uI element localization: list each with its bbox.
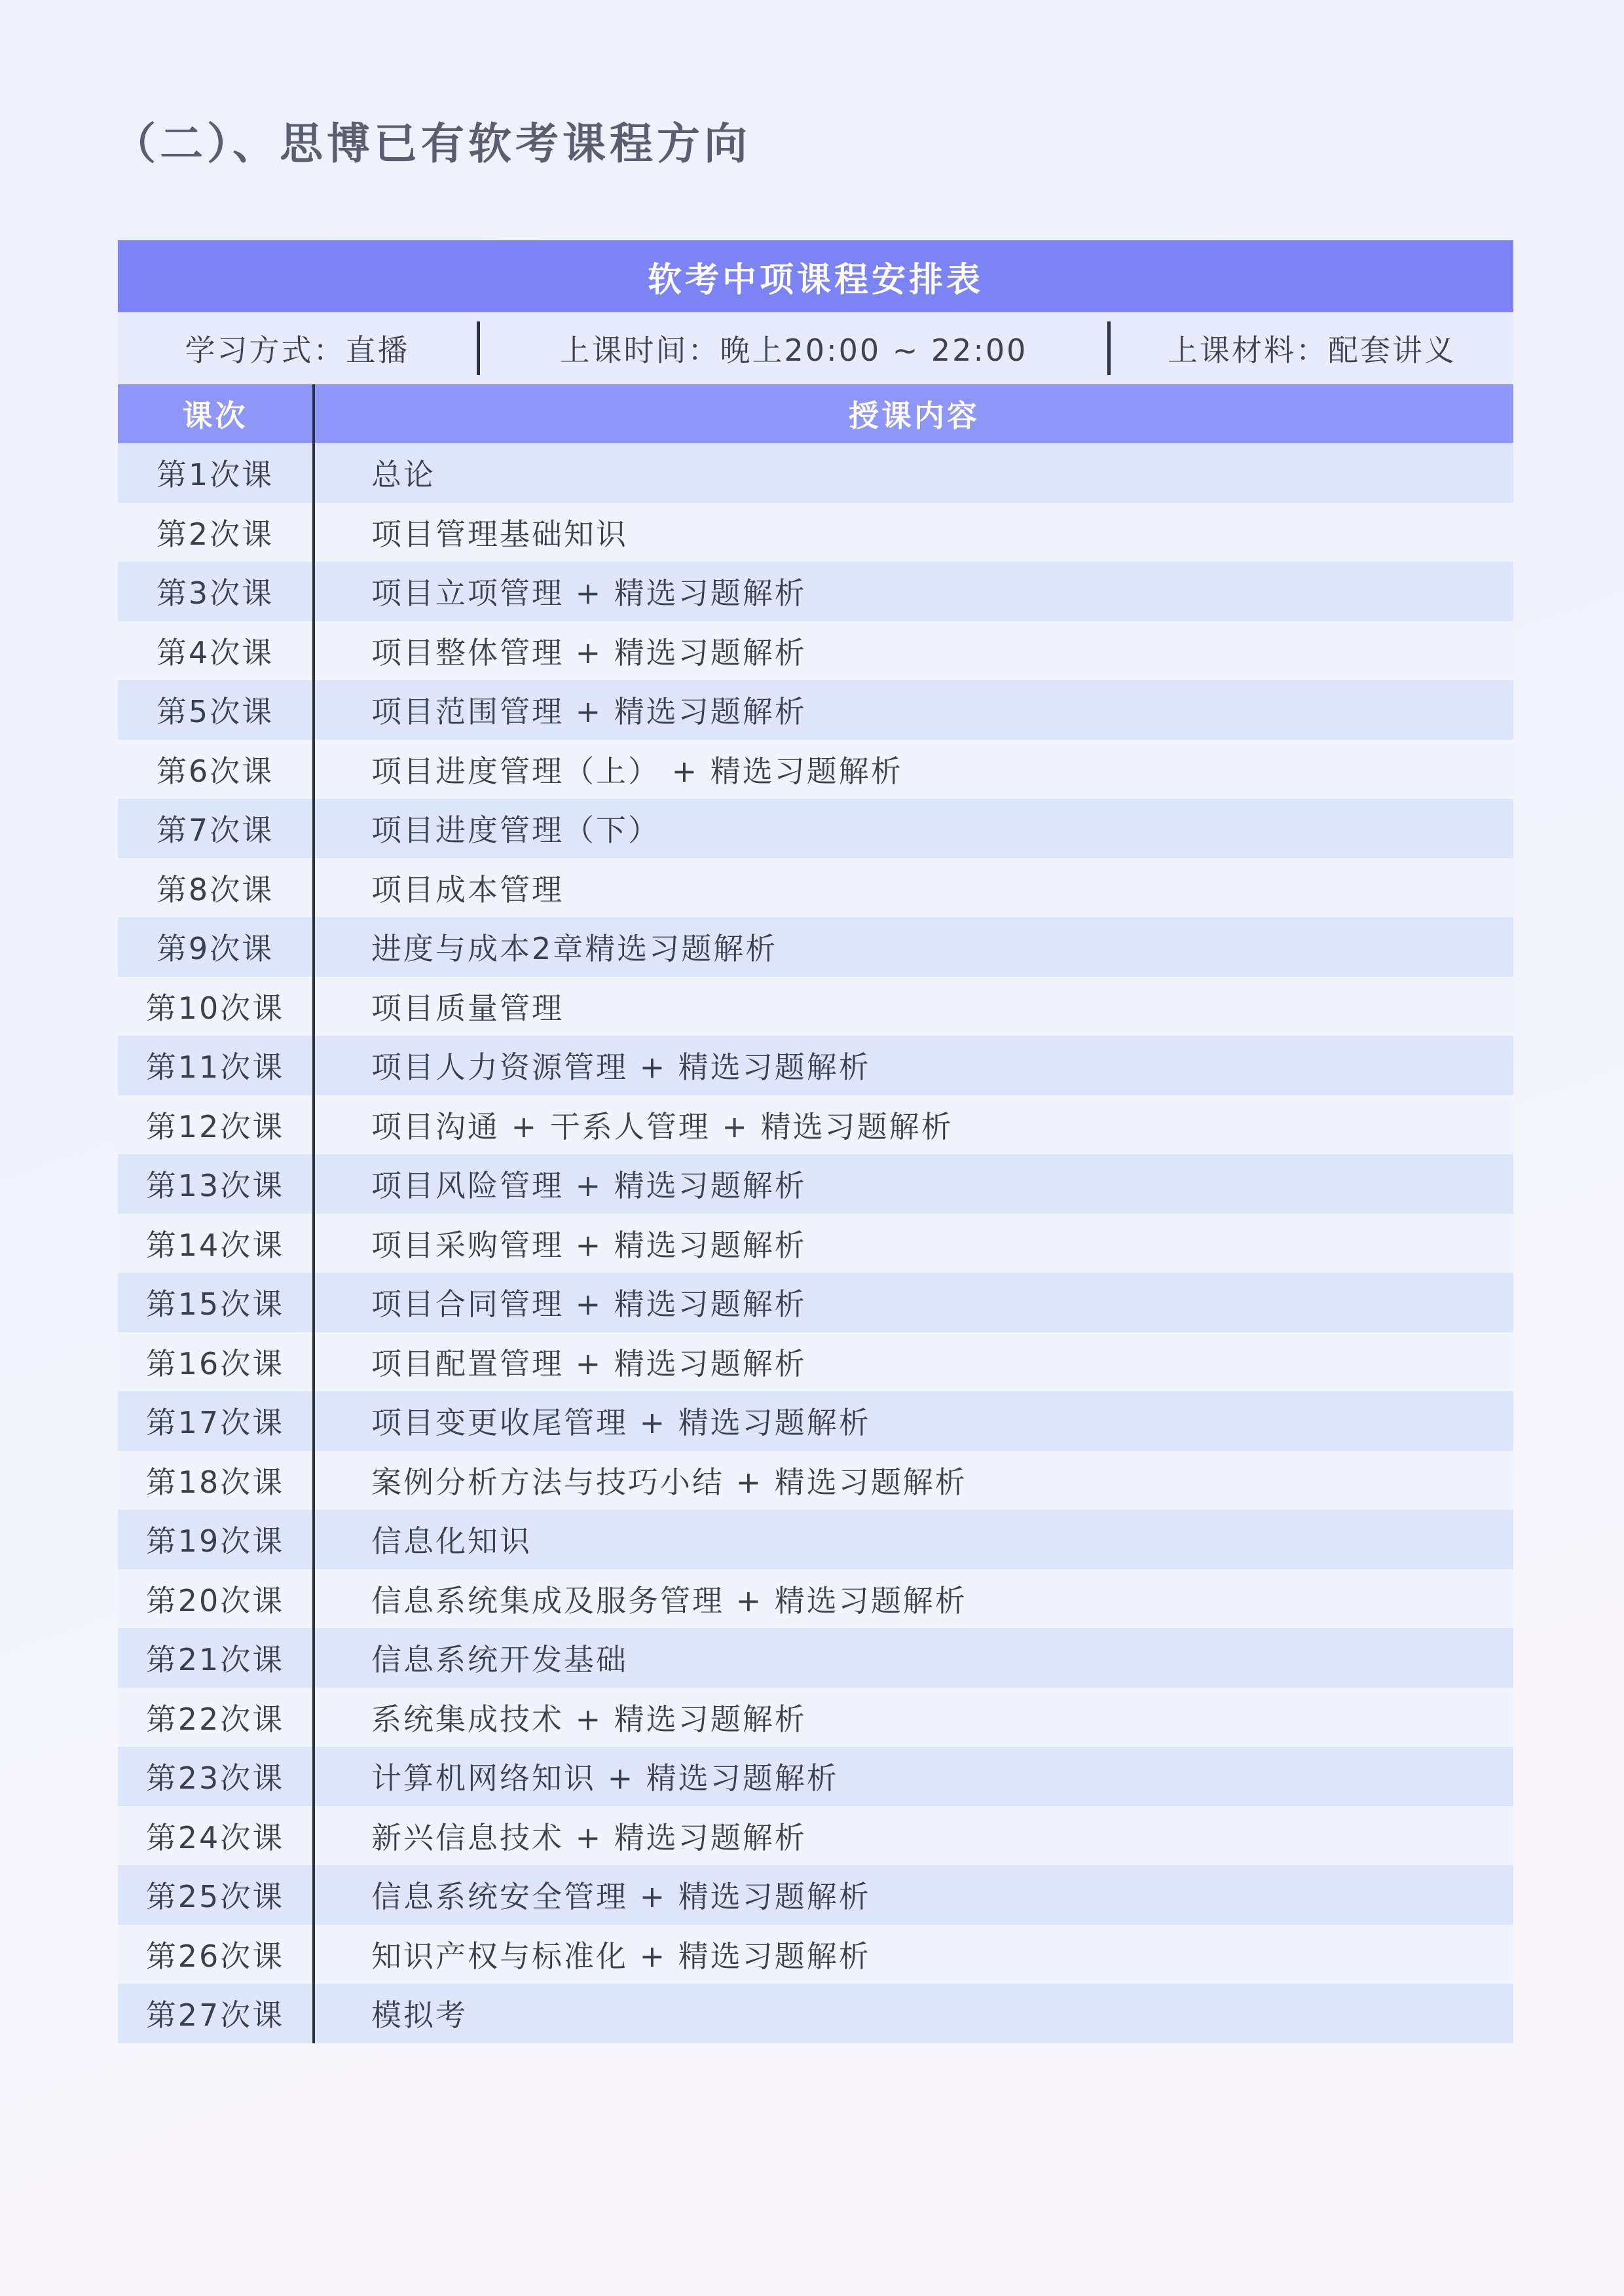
lesson-number: 第9次课 xyxy=(118,917,315,977)
lesson-content: 项目变更收尾管理 + 精选习题解析 xyxy=(371,1405,871,1441)
info-bar xyxy=(118,312,1513,384)
lesson-content: 信息化知识 xyxy=(371,1523,532,1559)
table-row xyxy=(118,1154,1513,1214)
lesson-content: 系统集成技术 + 精选习题解析 xyxy=(371,1701,807,1737)
table-row xyxy=(118,1569,1513,1629)
lesson-number: 第12次课 xyxy=(118,1095,315,1155)
lesson-number: 第23次课 xyxy=(118,1747,315,1806)
table-row xyxy=(118,1510,1513,1569)
course-schedule-table xyxy=(118,240,1513,2043)
lesson-number: 第20次课 xyxy=(118,1569,315,1629)
lesson-number: 第13次课 xyxy=(118,1154,315,1214)
table-row xyxy=(118,1273,1513,1332)
table-row xyxy=(118,858,1513,918)
table-row xyxy=(118,1391,1513,1451)
lesson-number: 第14次课 xyxy=(118,1214,315,1273)
lesson-content: 项目管理基础知识 xyxy=(371,516,628,552)
table-row xyxy=(118,1865,1513,1925)
table-row xyxy=(118,562,1513,621)
lesson-number: 第21次课 xyxy=(118,1628,315,1688)
lesson-content: 项目立项管理 + 精选习题解析 xyxy=(371,575,807,611)
lesson-content: 信息系统开发基础 xyxy=(371,1642,628,1678)
table-row xyxy=(118,1214,1513,1273)
lesson-content: 信息系统安全管理 + 精选习题解析 xyxy=(371,1879,871,1915)
lesson-content: 项目配置管理 + 精选习题解析 xyxy=(371,1345,807,1381)
table-row xyxy=(118,977,1513,1036)
lesson-content: 计算机网络知识 + 精选习题解析 xyxy=(371,1760,839,1796)
table-row xyxy=(118,443,1513,503)
lesson-content: 案例分析方法与技巧小结 + 精选习题解析 xyxy=(371,1464,967,1500)
column-header-number: 课次 xyxy=(118,384,315,443)
table-row xyxy=(118,1925,1513,1984)
table-row xyxy=(118,1688,1513,1747)
lesson-content: 信息系统集成及服务管理 + 精选习题解析 xyxy=(371,1582,967,1618)
lesson-content: 项目采购管理 + 精选习题解析 xyxy=(371,1227,807,1263)
table-row xyxy=(118,917,1513,977)
lesson-number: 第16次课 xyxy=(118,1332,315,1392)
lesson-number: 第17次课 xyxy=(118,1391,315,1451)
lesson-content: 总论 xyxy=(371,457,435,493)
lesson-number: 第10次课 xyxy=(118,977,315,1036)
table-row xyxy=(118,1036,1513,1095)
lesson-number: 第4次课 xyxy=(118,621,315,681)
lesson-content: 项目质量管理 xyxy=(371,990,564,1026)
column-header-row xyxy=(118,384,1513,443)
lesson-number: 第25次课 xyxy=(118,1865,315,1925)
lesson-number: 第22次课 xyxy=(118,1688,315,1747)
lesson-content: 知识产权与标准化 + 精选习题解析 xyxy=(371,1938,871,1974)
table-row xyxy=(118,799,1513,858)
lesson-number: 第18次课 xyxy=(118,1451,315,1510)
lesson-content: 项目人力资源管理 + 精选习题解析 xyxy=(371,1049,871,1085)
lesson-number: 第7次课 xyxy=(118,799,315,858)
table-row xyxy=(118,503,1513,562)
table-row xyxy=(118,740,1513,799)
table-row xyxy=(118,1451,1513,1510)
lesson-number: 第24次课 xyxy=(118,1806,315,1866)
lesson-number: 第8次课 xyxy=(118,858,315,918)
lesson-number: 第26次课 xyxy=(118,1925,315,1984)
table-row xyxy=(118,1984,1513,2043)
table-title: 软考中项课程安排表 xyxy=(118,240,1513,312)
class-material: 上课材料：配套讲义 xyxy=(1168,333,1456,368)
table-row xyxy=(118,1095,1513,1155)
table-row xyxy=(118,1332,1513,1392)
lesson-number: 第3次课 xyxy=(118,562,315,621)
lesson-number: 第15次课 xyxy=(118,1273,315,1332)
lesson-number: 第11次课 xyxy=(118,1036,315,1095)
table-row xyxy=(118,1806,1513,1866)
table-row xyxy=(118,1628,1513,1688)
lesson-number: 第6次课 xyxy=(118,740,315,799)
lesson-content: 项目进度管理（下） xyxy=(371,812,660,848)
study-method: 学习方式：直播 xyxy=(185,333,410,368)
lesson-content: 项目成本管理 xyxy=(371,871,564,907)
lesson-content: 模拟考 xyxy=(371,1997,468,2033)
lesson-number: 第5次课 xyxy=(118,680,315,740)
lesson-content: 进度与成本2章精选习题解析 xyxy=(371,931,778,967)
lesson-number: 第27次课 xyxy=(118,1984,315,2043)
column-header-content: 授课内容 xyxy=(849,398,980,433)
lesson-content: 项目风险管理 + 精选习题解析 xyxy=(371,1168,807,1204)
lesson-content: 项目合同管理 + 精选习题解析 xyxy=(371,1286,807,1322)
lesson-content: 项目沟通 + 干系人管理 + 精选习题解析 xyxy=(371,1108,953,1144)
class-time: 上课时间：晚上20:00 ~ 22:00 xyxy=(559,333,1028,368)
table-row xyxy=(118,621,1513,681)
lesson-content: 项目整体管理 + 精选习题解析 xyxy=(371,634,807,670)
lesson-number: 第19次课 xyxy=(118,1510,315,1569)
page-heading: （二）、思博已有软考课程方向 xyxy=(113,118,751,169)
table-row xyxy=(118,680,1513,740)
lesson-content: 新兴信息技术 + 精选习题解析 xyxy=(371,1819,807,1855)
table-body xyxy=(118,443,1513,2043)
lesson-content: 项目范围管理 + 精选习题解析 xyxy=(371,694,807,730)
table-row xyxy=(118,1747,1513,1806)
lesson-number: 第1次课 xyxy=(118,443,315,503)
lesson-content: 项目进度管理（上） + 精选习题解析 xyxy=(371,753,903,789)
lesson-number: 第2次课 xyxy=(118,503,315,562)
